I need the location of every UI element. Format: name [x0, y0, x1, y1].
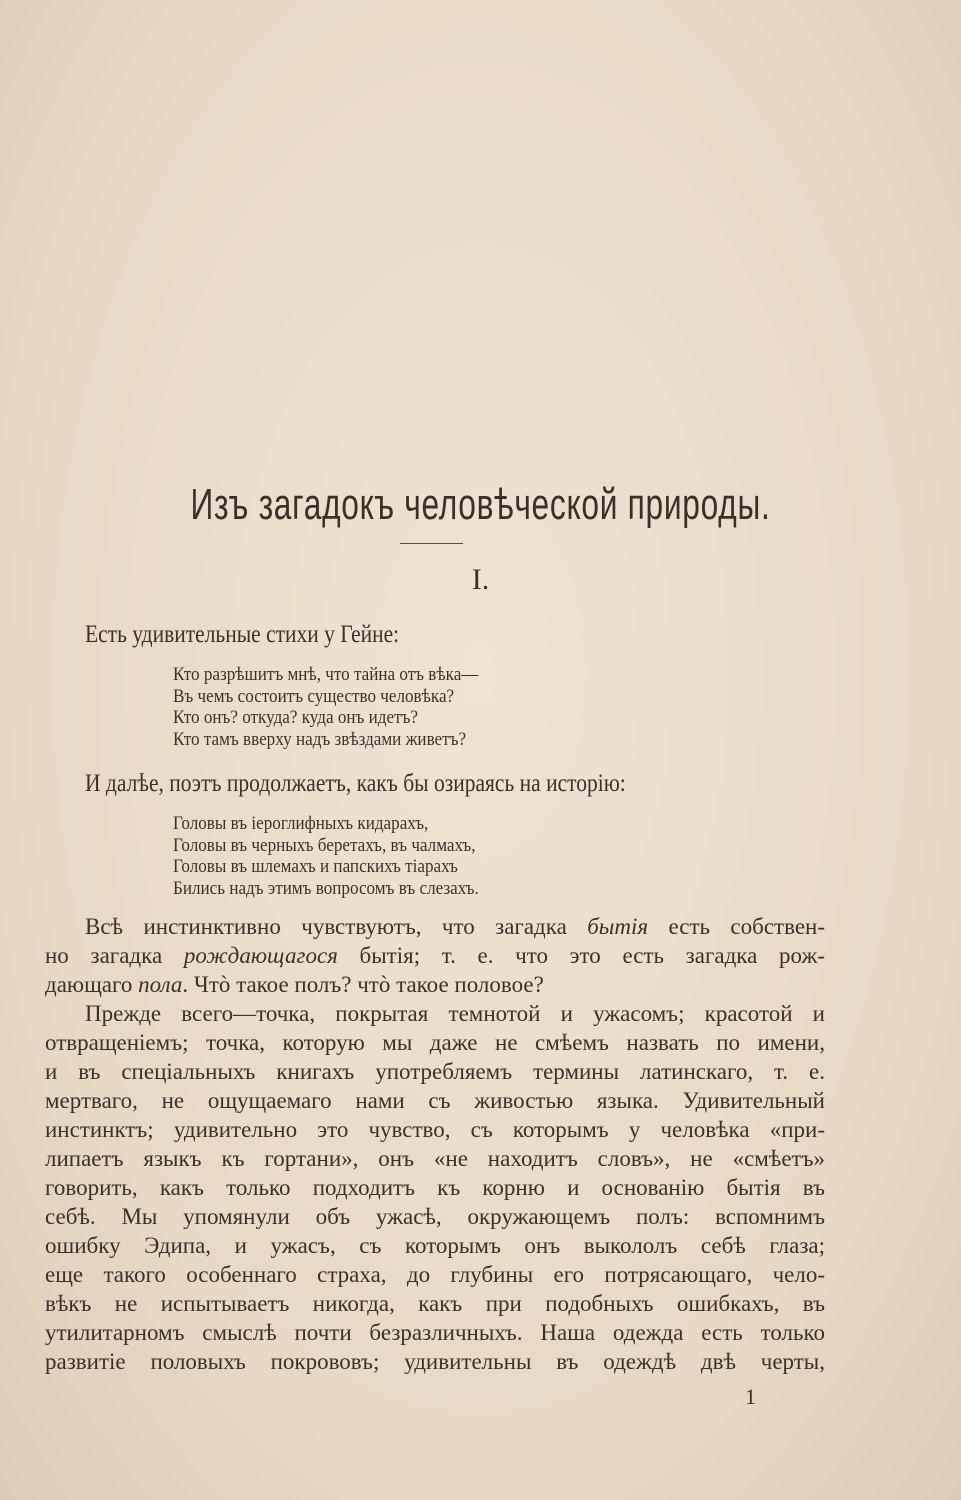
text-segment: но загадка — [45, 943, 184, 968]
text-line — [45, 1115, 825, 1144]
poem-line: Головы въ шлемахъ и папскихъ тіарахъ — [173, 856, 458, 877]
page-number: 1 — [745, 1384, 756, 1409]
title-divider — [400, 543, 463, 544]
poem-line: Кто онъ? откуда? куда онъ идетъ? — [173, 707, 418, 728]
text-line — [45, 1231, 825, 1260]
text-segment: еще такого особеннаго страха, до глубины его потрясающаго, чело- — [45, 1262, 825, 1287]
text-line — [45, 1086, 825, 1115]
text-line — [45, 1028, 825, 1057]
text-segment: Прежде всего—точка, покрытая темнотой и ужасомъ; красотой и — [85, 1001, 825, 1026]
text-segment: инстинктъ; удивительно это чувство, съ которымъ у человѣка «при- — [45, 1117, 825, 1142]
poem-stanza-2 — [173, 813, 479, 899]
text-line — [45, 1260, 825, 1289]
text-line — [45, 1202, 825, 1231]
text-segment: вѣкъ не испытываетъ никогда, какъ при подобныхъ ошибкахъ, въ — [45, 1291, 825, 1316]
text-segment: есть собствен- — [648, 914, 825, 939]
text-segment: отвращеніемъ; точка, которую мы даже не смѣемъ назвать по имени, — [45, 1030, 825, 1055]
text-segment: Всѣ инстинктивно чувствуютъ, что загадка — [85, 914, 588, 939]
text-line — [45, 1289, 825, 1318]
text-segment: ошибку Эдипа, и ужасъ, съ которымъ онъ выкололъ себѣ глаза; — [45, 1233, 825, 1258]
chapter-title: Изъ загадокъ человѣческой природы. — [190, 480, 771, 529]
poem-line: Кто разрѣшитъ мнѣ, что тайна отъ вѣка— — [173, 664, 479, 685]
text-line — [45, 1173, 825, 1202]
text-line — [45, 1318, 825, 1347]
section-number: I. — [471, 563, 490, 596]
poem-line: Головы въ черныхъ беретахъ, въ чалмахъ, — [173, 834, 476, 856]
poem-line: Бились надъ этимъ вопросомъ въ слезахъ. — [173, 877, 479, 899]
text-line — [45, 1347, 825, 1376]
intro-line: Есть удивительные стихи у Гейне: — [85, 621, 400, 648]
poem-line: Кто тамъ вверху надъ звѣздами живетъ? — [173, 728, 467, 750]
poem-line: Головы въ іероглифныхъ кидарахъ, — [173, 813, 429, 834]
text-segment: утилитарномъ смыслѣ почти безразличныхъ. Наша одежда есть только — [45, 1320, 825, 1345]
italic-text: рождающагося — [183, 943, 338, 968]
text-segment: развитіе половыхъ покрововъ; удивительны въ одеждѣ двѣ черты, — [45, 1349, 825, 1374]
text-segment: . Чтò такое полъ? чтò такое половое? — [182, 972, 544, 997]
text-line — [45, 970, 825, 999]
text-segment: бытія; т. е. что это есть загадка рож- — [337, 943, 825, 968]
text-segment: и въ спеціальныхъ книгахъ употребляемъ термины латинскаго, т. е. — [45, 1059, 825, 1084]
text-line — [45, 1144, 825, 1173]
text-line — [45, 999, 825, 1028]
text-segment: липаетъ языкъ къ гортани», онъ «не находитъ словъ», не «смѣетъ» — [45, 1146, 825, 1171]
poem-stanza-1 — [173, 664, 478, 750]
text-line — [45, 1057, 825, 1086]
italic-text: бытія — [587, 914, 649, 939]
poem-line: Въ чемъ состоитъ существо человѣка? — [173, 685, 455, 707]
text-segment: мертваго, не ощущаемаго нами съ живостью языка. Удивительный — [45, 1088, 825, 1113]
transition-line: И далѣе, поэтъ продолжаетъ, какъ бы озираясь на исторію: — [85, 770, 626, 797]
text-segment: дающаго — [45, 972, 139, 997]
text-line — [45, 941, 825, 970]
text-segment: говорить, какъ только подходитъ къ корню и основанію бытія въ — [45, 1175, 825, 1200]
body-paragraph — [45, 912, 825, 1376]
italic-text: пола — [138, 972, 183, 997]
text-segment: себѣ. Мы упомянули объ ужасѣ, окружающемъ полъ: вспомнимъ — [45, 1204, 825, 1229]
text-line — [45, 912, 825, 941]
